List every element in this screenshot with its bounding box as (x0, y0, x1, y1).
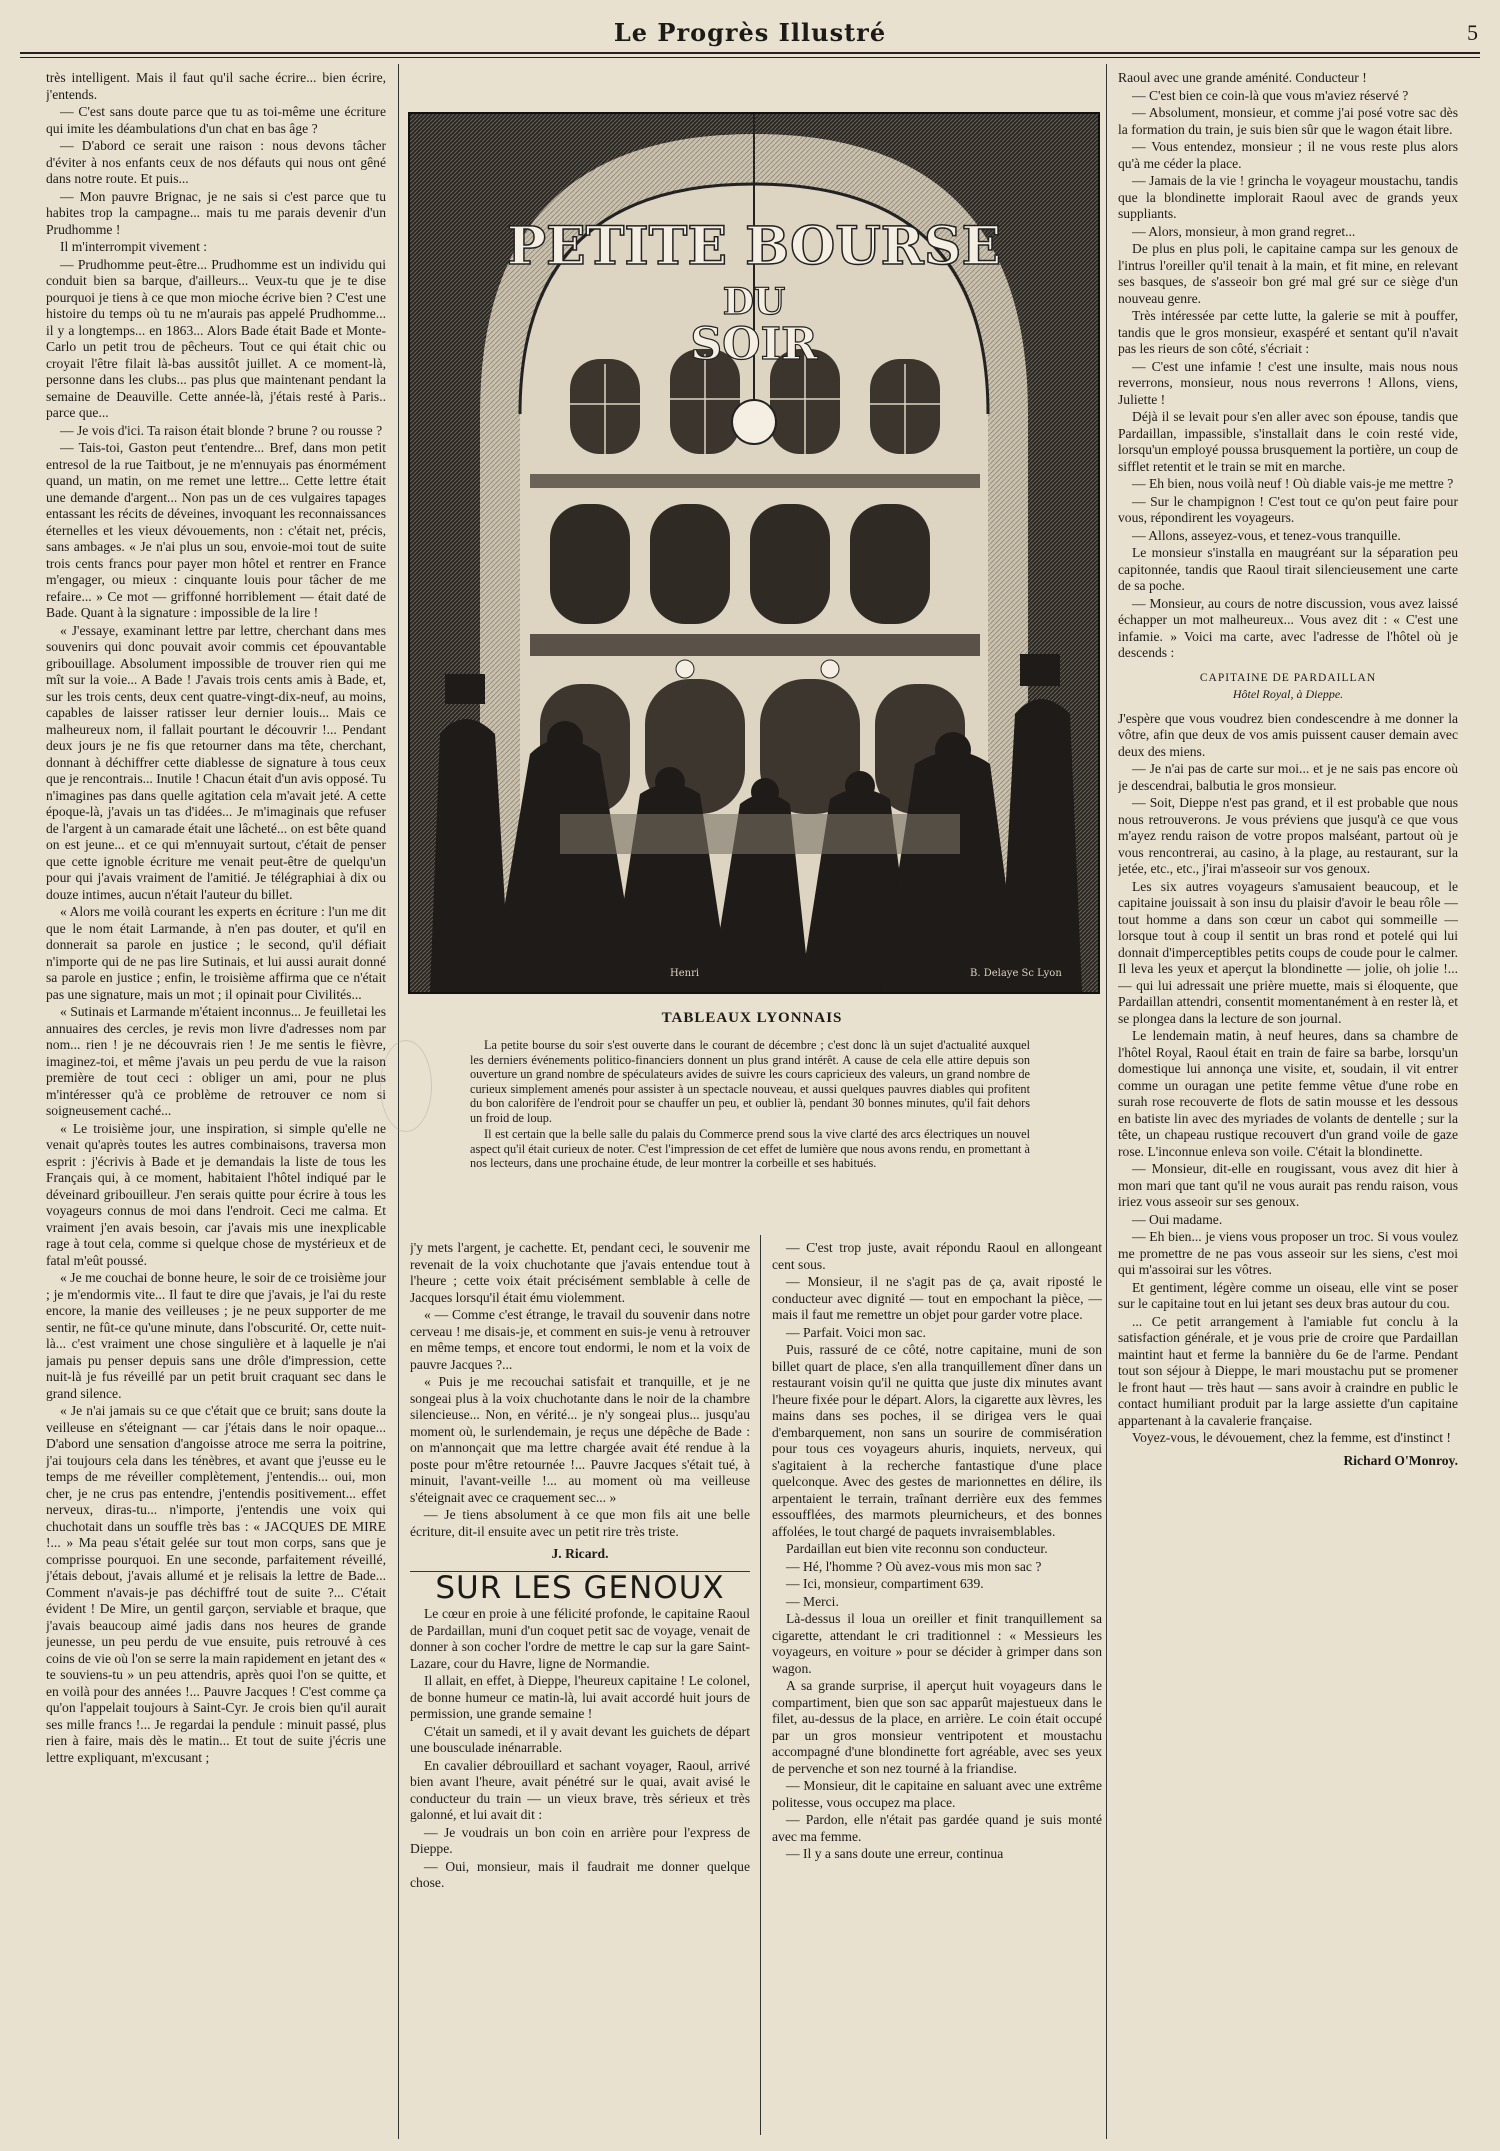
paragraph: — Mon pauvre Brignac, je ne sais si c'est parce que tu habites trop la campagne... mais tu me parais devenir d'un Prudhomme ! (46, 188, 386, 237)
banner-text: DU (722, 281, 786, 323)
paragraph: Le cœur en proie à une félicité profonde, le capitaine Raoul de Pardaillan, muni d'un coquet petit sac de voyage, venait de donner à son cocher l'ordre de mettre le cap sur la gare Saint-Lazare, cour du Havre, ligne de Normandie. (410, 1606, 750, 1671)
caption-paragraph: Il est certain que la belle salle du palais du Commerce prend sous la vive clarté des arcs électriques un nouvel aspect qu'il était curieux de noter. C'est l'impression de cet effet de lumière que nous avons rendu, en promettant à nos lecteurs, dans une prochaine étude, de leur montrer la corbeille et ses habitués. (470, 1127, 1030, 1170)
paragraph: — Ici, monsieur, compartiment 639. (786, 1576, 984, 1591)
caption-title: TABLEAUX LYONNAIS (661, 1010, 843, 1026)
paragraph: « Je me couchai de bonne heure, le soir de ce troisième jour ; je m'endormis vite... Il faut te dire que j'avais, je l'ai du reste encore, la manie des veilleuses ; je ne peux supporter de me sentir, ne fût-ce qu'une minute, dans l'obscurité. Or, cette nuit-là... c'est vraiment une chose singulière et à laquelle je n'ai jamais pu penser depuis sans une drôle d'impression, cette nuit-là je fus réveillé par un petit bruit craquant sec dans le grand silence. (46, 1270, 386, 1401)
paragraph: — C'est sans doute parce que tu as toi-même une écriture qui imite les déambulations d'un chat en bas âge ? (46, 104, 386, 136)
paragraph: — Eh bien, nous voilà neuf ! Où diable vais-je me mettre ? (1132, 476, 1454, 491)
paragraph: Puis, rassuré de ce côté, notre capitaine, muni de son billet quart de place, s'en alla tranquillement dîner dans un restaurant voisin qu'il ne quitta que juste dix minutes avant l'heure fixée pour le départ. Alors, la cigarette aux lèvres, les mains dans ses poches, il se dirigea vers le quai d'embarquement, non sans un sourire de commisération pour tous ces voyageurs ahuris, inquiets, nerveux, qui s'agitaient à la recherche fantastique d'une place quelconque. Avec des gestes de marionnettes en délire, ils arpentaient le terrain, traînant derrière eux des femmes essoufflées, des marmots pleurnicheurs, et des bonnes affolées, le tout chargé de paquets invraisemblables. (772, 1342, 1102, 1539)
paragraph: « Alors me voilà courant les experts en écriture : l'un me dit que le nom était Larmande, à n'en pas douter, et qu'il en donnerait sa parole en justice ; le second, qu'il défiait n'importe qui de ne pas lire Sutinais, et lui aussi aurait donné sa parole en justice ; enfin, le troisième affirma que ce n'était pas une signature, mais un mot ; il opinait pour Civilités... (46, 904, 386, 1002)
column-4 (1118, 70, 1458, 2130)
column-1 (46, 70, 386, 2130)
paragraph: — Absolument, monsieur, et comme j'ai posé votre sac dès la formation du train, je suis bien sûr que le wagon était libre. (1118, 105, 1458, 137)
paragraph: Et gentiment, légère comme un oiseau, elle vint se poser sur le capitaine tout en lui jetant ses deux bras autour du cou. (1118, 1279, 1458, 1311)
paragraph: « Puis je me recouchai satisfait et tranquille, et je ne songeai plus à la voix chuchotante dans le noir de la chambre silencieuse... Non, en vérité... je n'y songeai plus... jusqu'au moment où, le surlendemain, je reçus une dépêche de Bade : on m'annonçait que ma lettre chargée avait été rendue à la poste pour m'être retournée !... Pauvre Jacques s'était tué, à minuit, l'avant-veille !... au moment où ma veilleuse s'éteignait avec ce craquement sec... » (410, 1374, 750, 1505)
paragraph: — Eh bien... je viens vous proposer un troc. Si vous voulez me promettre de ne pas vous asseoir sur les siens, c'est moi qui m'assoirai sur les vôtres. (1118, 1229, 1458, 1277)
paragraph: — Alors, monsieur, à mon grand regret... (1132, 223, 1356, 239)
paragraph: Voyez-vous, le dévouement, chez la femme, est d'instinct ! (1132, 1430, 1451, 1445)
masthead-title: Le Progrès Illustré (613, 18, 887, 47)
bourse-engraving (410, 114, 1098, 992)
banner-text: PETITE BOURSE (506, 216, 1002, 277)
caption-text (470, 1038, 1030, 1173)
masthead-rule-thin (20, 57, 1480, 58)
paragraph: Très intéressée par cette lutte, la galerie se mit à pouffer, tandis que le gros monsieur, exaspéré et sentant qu'il n'avait pas les rieurs de son côté, s'écriait : (1118, 308, 1458, 356)
paragraph: — Je tiens absolument à ce que mon fils ait une belle écriture, dit-il ensuite avec un petit rire très triste. (410, 1507, 750, 1539)
paragraph: — Monsieur, dit le capitaine en saluant avec une extrême politesse, vous occupez ma place. (772, 1778, 1102, 1810)
column-3 (772, 1240, 1102, 2130)
paragraph: — Merci. (786, 1593, 839, 1609)
paragraph: Il m'interrompit vivement : (60, 239, 208, 254)
engraver-credit: B. Delaye Sc Lyon (970, 968, 1062, 979)
paragraph: j'y mets l'argent, je cachette. Et, pendant ceci, le souvenir me revenait de la voix chuchotante que j'avais entendue tout à l'heure ; cette voix était précisément semblable à celle de Jacques lorsqu'il était ému violemment. (410, 1240, 750, 1305)
paragraph: — Je voudrais un bon coin en arrière pour l'express de Dieppe. (410, 1824, 750, 1856)
banner-text: SOIR (690, 319, 818, 370)
paragraph: — Monsieur, dit-elle en rougissant, vous avez dit hier à mon mari que tant qu'il ne vous aurait pas rendu raison, vous iriez vous asseoir sur ses genoux. (1118, 1161, 1458, 1209)
paragraph: — D'abord ce serait une raison : nous devons tâcher d'éviter à nos enfants ceux de nos défauts qui nous ont gêné dans notre route. Et puis... (46, 138, 386, 186)
paragraph: « Le troisième jour, une inspiration, si simple qu'elle ne venait qu'après toutes les autres combinaisons, traversa mon esprit : j'écrivis à Bade et je demandais la liste de tous les Français qui, à ce moment, habitaient l'hôtel indiqué par le déveinard gribouilleur. J'en serais quitte pour écrire à tous les voyageurs connus de moi dans l'endroit. Ceci me calma. Et vraiment j'en avais besoin, car j'avais mis une inexplicable rage à tout cela, comme si quelque chose de mystérieux et de fatal m'eût poussé. (46, 1120, 386, 1268)
paragraph: Le monsieur s'installa en maugréant sur la séparation peu capitonnée, tandis que Raoul tirait silencieusement une carte de sa poche. (1118, 545, 1458, 593)
paragraph: — Allons, asseyez-vous, et tenez-vous tranquille. (1132, 527, 1401, 543)
paragraph: Déjà il se levait pour s'en aller avec son épouse, tandis que Pardaillan, impassible, s'installait dans le coin resté vide, lorsqu'un employé poussa brusquement la portière, un coup de sifflet retentit et le train se mit en marche. (1118, 409, 1458, 474)
author-signature: J. Ricard. (551, 1546, 609, 1561)
paragraph: — Sur le champignon ! C'est tout ce qu'on peut faire pour vous, répondirent les voyageurs. (1118, 493, 1458, 525)
paragraph: — C'est une infamie ! c'est une insulte, mais nous nous reverrons, monsieur, nous nous reverrons ! Allons, viens, Juliette ! (1118, 358, 1458, 407)
masthead-rule (20, 52, 1480, 54)
engraver-credit: Henri (670, 968, 700, 979)
paragraph: Les six autres voyageurs s'amusaient beaucoup, et le capitaine jouissait à son insu du plaisir d'avoir le beau rôle — tout homme a dans son cœur un cabot qui sommeille — lorsque tout à coup il sentit un bras rond et potelé qui lui donnait d'imperceptibles petits coups de coude pour le calmer. Il leva les yeux et aperçut la blondinette — jolie, oh jolie !... — qui lui adressait une prière muette, mais si éloquente, que Pardaillan attendri, consentit momentanément à en rester là, et se plongea dans la lecture de son journal. (1118, 878, 1458, 1026)
paragraph: En cavalier débrouillard et sachant voyager, Raoul, arrivé bien avant l'heure, avait pénétré sur le quai, avait avisé le conducteur du train — un vieux brave, très sérieux et très galonné, et lui avait dit : (410, 1757, 750, 1822)
paragraph: — Tais-toi, Gaston peut t'entendre... Bref, dans mon petit entresol de la rue Taitbout, je ne m'ennuyais pas énormément quand, un matin, on me remet une lettre... Cette lettre était une demande d'argent... Non pas un de ces vulgaires tapages entassant les récits de déveines, invoquant les reconnaissances éternelles et les vieux dévouements, non : c'était net, précis, sans ambages. « Je n'ai plus un sou, envoie-moi tout de suite trois cents francs pour payer mon hôtel et rentrer en France m'engager, ou mieux : cinquante louis pour tâcher de me refaire... » Ce mot — griffonné horriblement — était daté de Bade. Quant à la signature : impossible de la lire ! (46, 440, 386, 620)
paragraph: Pardaillan eut bien vite reconnu son conducteur. (786, 1541, 1048, 1556)
page-number: 5 (1467, 20, 1478, 45)
paragraph: A sa grande surprise, il aperçut huit voyageurs dans le compartiment, bien que son sac apparût majestueux dans le filet, au-dessus de la place, en arrière. Le coin était occupé par un gros monsieur ventripotent et moustachu accompagné d'une blondinette fort agréable, avec ses yeux de pervenche et son nez tourné à la friandise. (772, 1678, 1102, 1776)
paragraph: très intelligent. Mais il faut qu'il sache écrire... bien écrire, j'entends. (46, 70, 386, 102)
paragraph: — Hé, l'homme ? Où avez-vous mis mon sac ? (786, 1558, 1042, 1574)
column-divider (1106, 64, 1107, 2139)
paragraph: De plus en plus poli, le capitaine campa sur les genoux de l'intrus l'oreiller qu'il tenait à la main, et fit mine, en relevant ses basques, de s'asseoir bon gré mal gré sur ce siège d'un nouveau genre. (1118, 241, 1458, 306)
paragraph: « — Comme c'est étrange, le travail du souvenir dans notre cerveau ! me disais-je, et comment en suis-je venu à retrouver en même temps, et encore tout endormi, le nom et la voix de pauvre Jacques ?... (410, 1307, 750, 1372)
paragraph: — Vous entendez, monsieur ; il ne vous reste plus alors qu'à me céder la place. (1118, 139, 1458, 171)
calling-card-name: CAPITAINE DE PARDAILLAN (1199, 671, 1377, 684)
paragraph: — Oui madame. (1132, 1211, 1223, 1227)
paragraph: « Sutinais et Larmande m'étaient inconnus... Je feuilletai les annuaires des cercles, je revis mon livre d'adresses nom par nom... rien ! je ne découvrais rien ! Je me sentis le fièvre, imaginez-toi, et même j'avais un peu perdu de vue la raison première de tout ceci : obliger un ami, pour ne plus m'intéresser qu'à ce problème de retrouver ce nom si soigneusement caché... (46, 1004, 386, 1118)
paragraph: J'espère que vous voudrez bien condescendre à me donner la vôtre, afin que deux de vos amis puissent causer demain avec deux des miens. (1118, 710, 1458, 759)
library-stamp (380, 1040, 432, 1132)
paragraph: — C'est bien ce coin-là que vous m'aviez réservé ? (1132, 87, 1409, 103)
paragraph: — Oui, monsieur, mais il faudrait me donner quelque chose. (410, 1858, 750, 1890)
paragraph: C'était un samedi, et il y avait devant les guichets de départ une bousculade inénarrable. (410, 1723, 750, 1755)
paragraph: « J'essaye, examinant lettre par lettre, cherchant dans mes souvenirs qui donc pouvait avoir commis cet épouvantable gribouillage. Absolument impossible de trouver rien qui me mît sur la voie... A Bade ! J'avais trois cents amis à Bade, et, sur les trois cents, deux cent quatre-vingt-dix-neuf, au moins, capables de laisser ratisser leur dernier louis... Mais ce malheureux nom, il fallait pourtant le découvrir !... Pendant deux jours je ne fis que retourner dans ma tête, cherchant, donnant à déchiffrer cette diablesse de signature à tous ceux que je rencontrais... Inutile ! Chacun était d'un avis opposé. Tu n'imagines pas dans quelle agitation cela m'avait jeté. A cette époque-là, j'avais un tas d'idées... Je m'imaginais que refuser de l'argent à un camarade était une lâcheté... on est bête quand on est jeune... et ce qui m'ennuyait surtout, c'était de penser que cette ignoble écriture me venait peut-être de quelqu'un pour qui j'avais vraiment de l'amitié. Je télégraphiai à dix ou douze intimes, aucun n'était l'auteur du billet. (46, 622, 386, 902)
paragraph: — Parfait. Voici mon sac. (786, 1324, 926, 1340)
paragraph: Il allait, en effet, à Dieppe, l'heureux capitaine ! Le colonel, de bonne humeur ce matin-là, lui avait accordé huit jours de permission, une grande semaine ! (410, 1673, 750, 1721)
paragraph: ... Ce petit arrangement à l'amiable fut conclu à la satisfaction générale, et je vous prie de croire que Pardaillan maintint haut et ferme la bannière du 6e de l'arme. Pendant tout son séjour à Dieppe, le mari moustachu put se promener le front haut — très haut — sans avoir à craindre en public le contact humiliant produit par la large assiette d'un capitaine appartenant à la cavalerie française. (1118, 1313, 1458, 1428)
paragraph: Le lendemain matin, à neuf heures, dans sa chambre de l'hôtel Royal, Raoul était en train de faire sa barbe, lorsqu'un domestique lui annonça une visite, et, soudain, il vit entrer comme un ouragan une petite femme vêtue d'une robe en surah rose recouverte de flots de satin mousse et les dessous en batiste lin avec des myriades de volants de dentelle ; sur la tête, un chapeau rustique recouvert d'un grand voile de gaze rose. L'inconnue enleva son voile. C'était la blondinette. (1118, 1028, 1458, 1159)
column-divider (760, 1235, 761, 2135)
paragraph: — Monsieur, au cours de notre discussion, vous avez laissé échapper un mot malheureux... Vous avez dit : « C'est une infamie. » Voici ma carte, avec l'adresse de l'hôtel où je descends : (1118, 595, 1458, 660)
caption-paragraph: La petite bourse du soir s'est ouverte dans le courant de décembre ; c'est donc là un sujet d'actualité auxquel les derniers événements politico-financiers donnent un plus grand intérêt. A cause de cela elle attire depuis son ouverture un grand nombre de spéculateurs avides de suivre les cours capricieux des valeurs, un grand nombre de curieux simplement amenés pour assister à un spectacle nouveau, et aussi quelques pauvres diables qui profitent du bon calorifère de l'endroit pour se chauffer un peu, et oublier là, pendant 30 bonnes minutes, qu'il fait dehors un froid de loup. (470, 1038, 1030, 1125)
paragraph: — Monsieur, il ne s'agit pas de ça, avait riposté le conducteur avec dignité — tout en empochant la pièce, — mais il faut me remettre un objet pour garder votre place. (772, 1274, 1102, 1322)
paragraph: — Pardon, elle n'était pas gardée quand je suis monté avec ma femme. (772, 1812, 1102, 1844)
paragraph: — Il y a sans doute une erreur, continua (786, 1846, 1004, 1861)
engraving-illustration (408, 112, 1100, 994)
paragraph: — Jamais de la vie ! grincha le voyageur moustachu, tandis que la blondinette implorait Raoul avec de grands yeux suppliants. (1118, 173, 1458, 221)
paragraph: — Je vois d'ici. Ta raison était blonde ? brune ? ou rousse ? (60, 422, 383, 438)
paragraph: — Soit, Dieppe n'est pas grand, et il est probable que nous nous retrouverons. Je vous préviens que jusqu'à ce que vous m'ayez rendu raison de votre propos malséant, partout où je vous rencontrerai, au casino, à la plage, au restaurant, sur la jetée, etc., etc., j'irai m'asseoir sur vos genoux. (1118, 795, 1458, 876)
paragraph: Raoul avec une grande aménité. Conducteur ! (1118, 70, 1367, 85)
author-signature: Richard O'Monroy. (1343, 1452, 1458, 1468)
story-title: SUR LES GENOUX (435, 1569, 725, 1606)
calling-card-address: Hôtel Royal, à Dieppe. (1232, 687, 1344, 701)
paragraph: Là-dessus il loua un oreiller et finit tranquillement sa cigarette, attendant le cri traditionnel : « Messieurs les voyageurs, en voiture » pour se décider à grimper dans son wagon. (772, 1611, 1102, 1676)
paragraph: — Je n'ai pas de carte sur moi... et je ne sais pas encore où je descendrai, balbutia le gros monsieur. (1118, 761, 1458, 793)
paragraph: — C'est trop juste, avait répondu Raoul en allongeant cent sous. (772, 1240, 1102, 1272)
column-2 (410, 1240, 750, 2130)
paragraph: « Je n'ai jamais su ce que c'était que ce bruit; sans doute la veilleuse en s'éteignant — car j'étais dans le noir opaque... D'abord une sensation d'angoisse atroce me serra la poitrine, j'ai toujours cela dans les ténèbres, et avant que j'eusse eu le temps de me réveiller complètement, j'entendis... oui, mon cher, je ne crus pas entendre, j'entendis positivement... effet nerveux, diras-tu... n'importe, j'entendis une voix qui chuchotait dans un souffle très bas : « JACQUES DE MIRE !... » Ma peau s'était gelée sur tout mon corps, sans que je comprisse pourquoi. En une seconde, parfaitement réveillé, j'étais debout, j'avais allumé et je relisais la lettre de Bade... Comment n'avais-je pas déchiffré tout de suite ?... C'était évident ! De Mire, un gentil garçon, serviable et braque, que j'avais beaucoup aimé jadis dans nos heures de grande jeunesse, un peu perdu de vue ensuite, puis retrouvé à ces coins de vie où l'on se serre la main rapidement en jetant des « te souviens-tu » un peu attendris, après quoi l'on se quitte, et en voilà pour des années !... Pauvre Jacques ! C'est comme ça qu'on l'appelait toujours à Saint-Cyr. Je crois bien qu'il aurait ses mille francs !... Je regardai la pendule : minuit passé, plus rien à faire, mais dès le matin... Et tout de suite j'écris une lettre expliquant, m'excusant ; (46, 1403, 386, 1765)
paragraph: — Prudhomme peut-être... Prudhomme est un individu qui conduit bien sa barque, d'ailleurs... Veux-tu que je te dise pourquoi je tiens à ce que mon mioche écrive bien ? C'est une histoire du temps où tu ne m'aurais pas appelé Prudhomme... il y a longtemps... en 1863... Alors Bade était Bade et Monte-Carlo un petit trou de pêcheurs. Tout ce qui était chic ou croyait l'être filait là-bas aussitôt juillet. A ce moment-là, personne dans les clubs... pas plus que maintenant pendant la semaine de Deauville. Cette année-là, j'étais resté à Paris.. parce que... (46, 256, 386, 420)
